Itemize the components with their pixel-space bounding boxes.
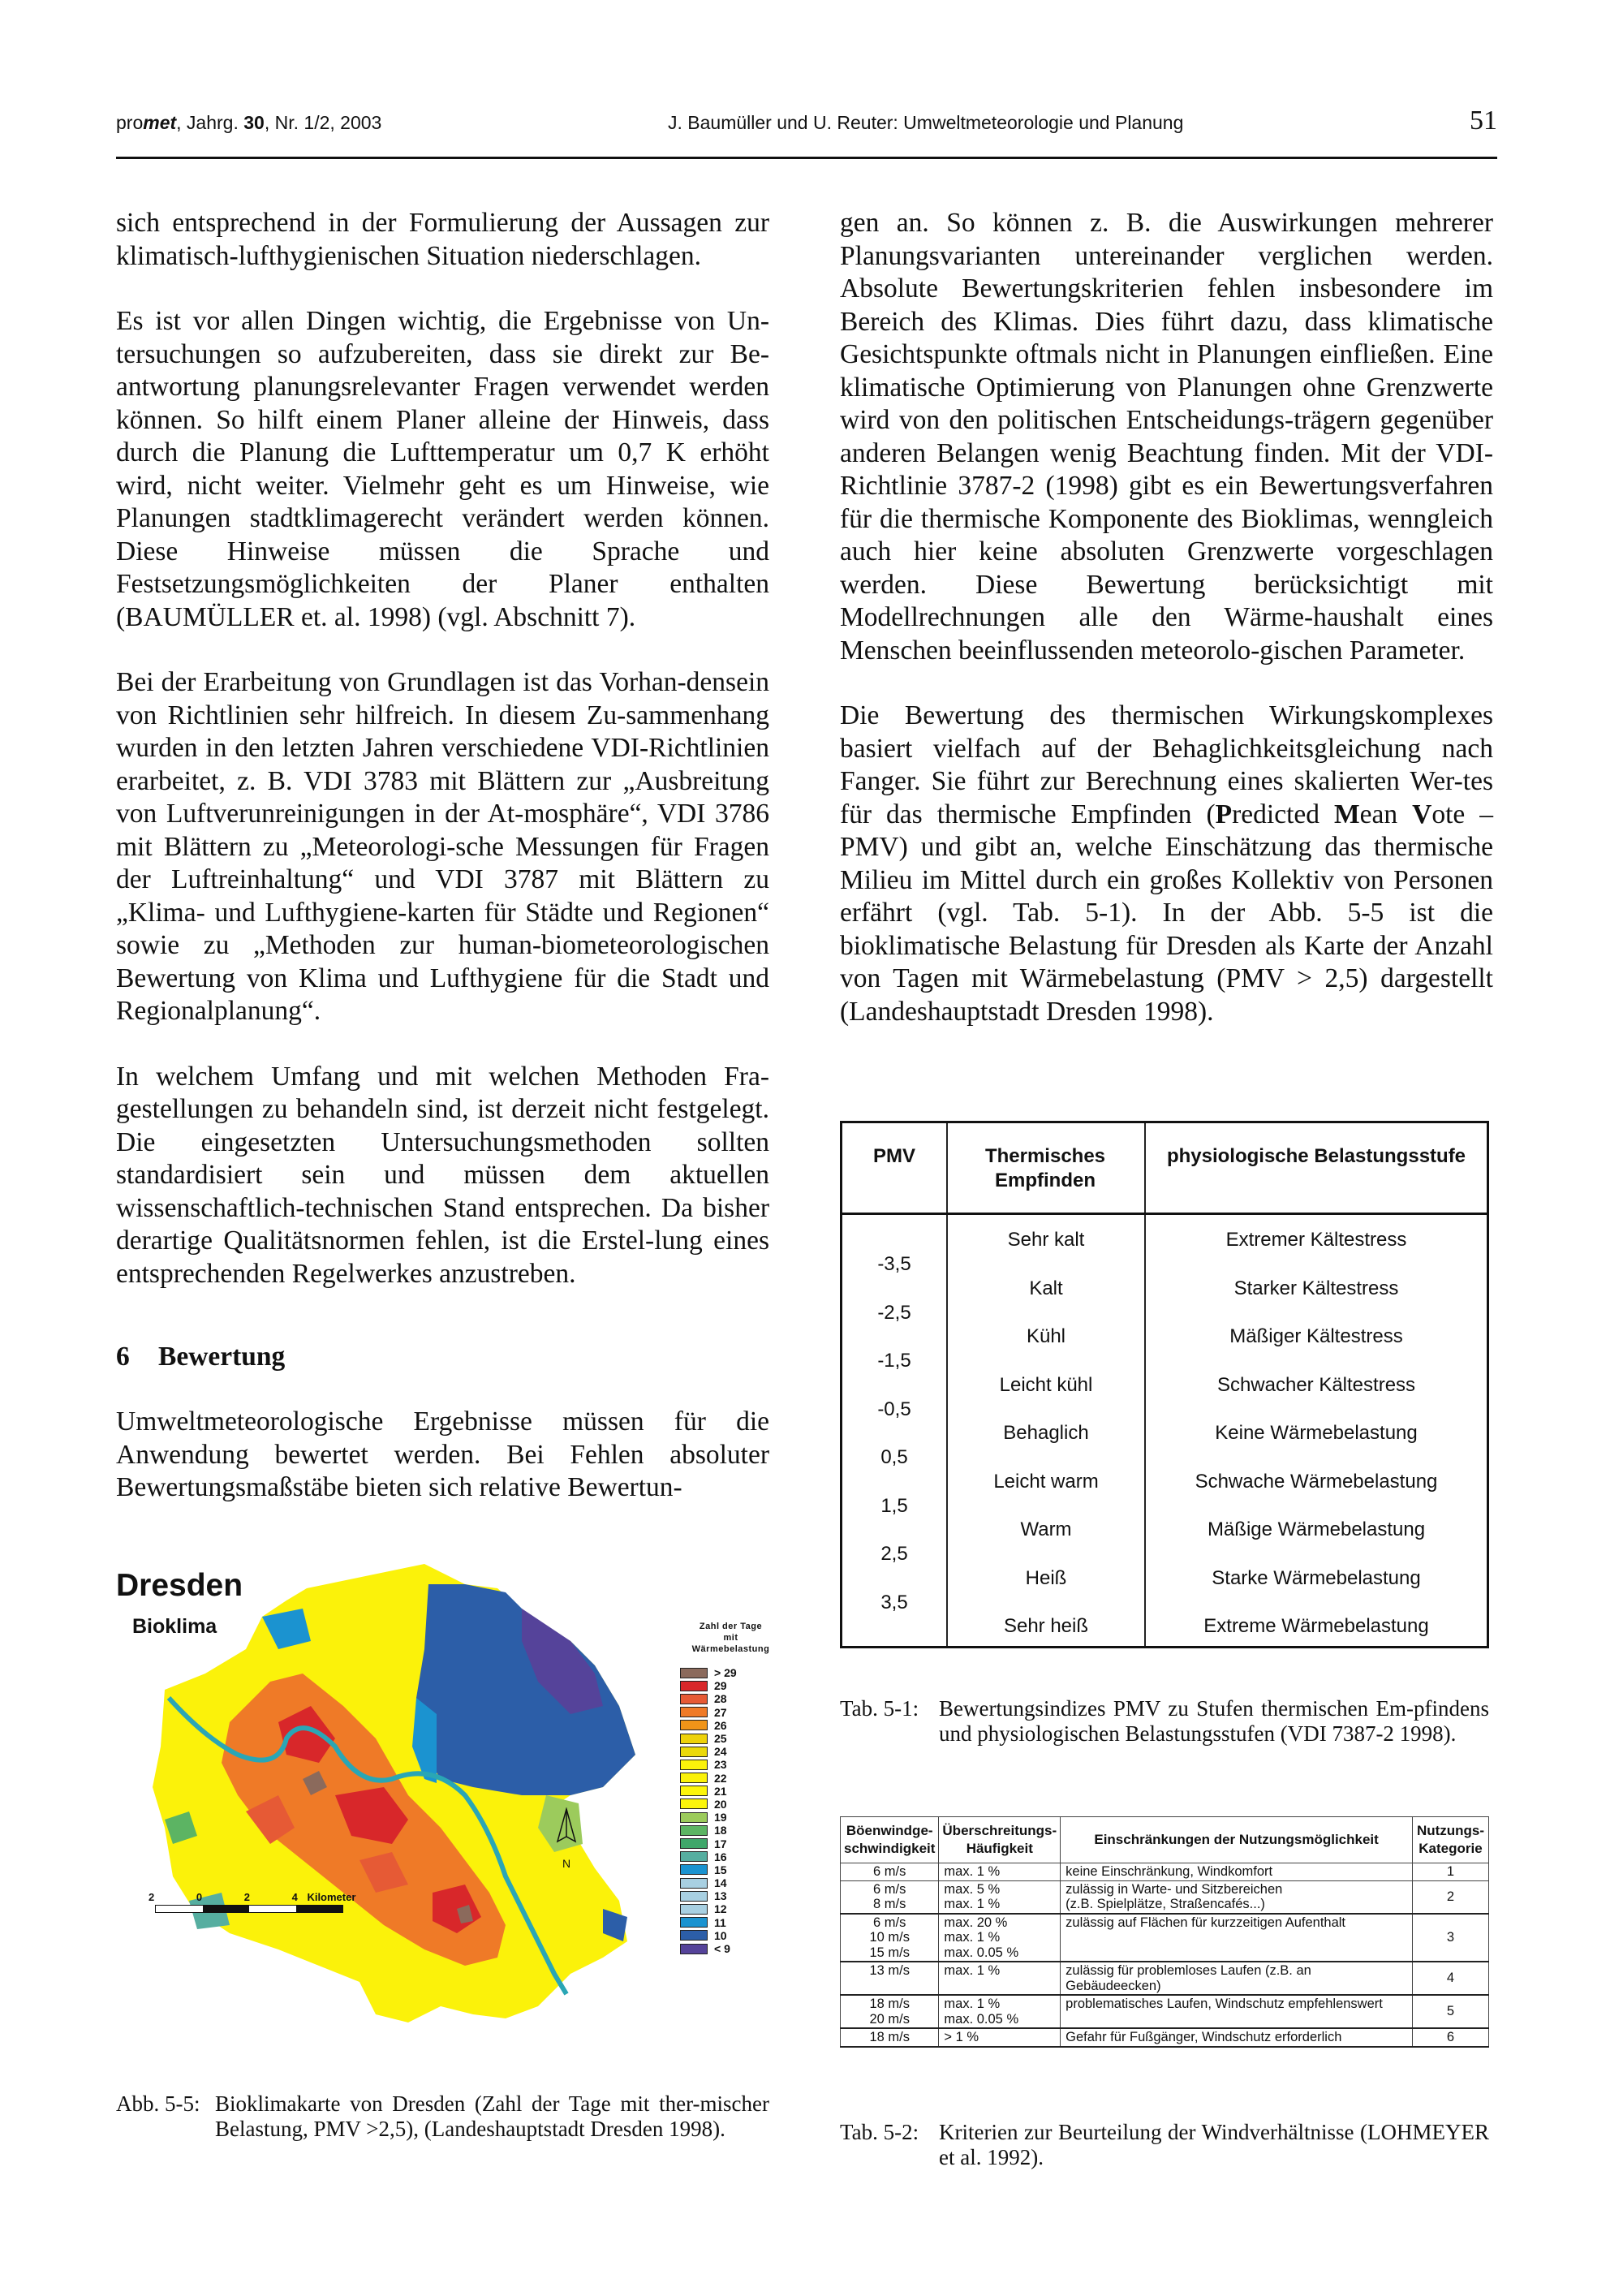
table-wind bbox=[840, 1816, 1489, 2048]
legend-label: 27 bbox=[714, 1705, 727, 1719]
frequency-cell-line: max. 1 % bbox=[944, 1963, 1001, 1978]
empfinden-cell: Kalt bbox=[1029, 1277, 1063, 1299]
legend-swatch bbox=[680, 1904, 708, 1915]
left-column bbox=[116, 207, 769, 1537]
journal-issue: , Nr. 1/2, 2003 bbox=[264, 112, 382, 133]
restriction-cell bbox=[1061, 1863, 1413, 1881]
restriction-cell-line: zulässig auf Flächen für kurzzeitigen Aufenthalt bbox=[1065, 1915, 1346, 1930]
legend-label: 16 bbox=[714, 1850, 727, 1863]
belastungsstufe-cell: Mäßige Wärmebelastung bbox=[1207, 1518, 1426, 1540]
restriction-cell bbox=[1061, 1880, 1413, 1914]
legend-swatch bbox=[680, 1864, 708, 1875]
caption-text: Kriterien zur Beurteilung der Windverhältnisse (LOHMEYER et al. 1992). bbox=[939, 2120, 1489, 2169]
section-title: Bewertung bbox=[158, 1342, 286, 1372]
table-row bbox=[841, 1880, 1489, 1914]
legend-item bbox=[680, 1706, 781, 1719]
figure-5-5-caption bbox=[116, 2091, 769, 2142]
frequency-cell-line: max. 1 % bbox=[944, 1864, 1001, 1879]
pmv-value: -2,5 bbox=[877, 1301, 911, 1324]
table-row bbox=[841, 2028, 1489, 2047]
pmv-value: 2,5 bbox=[880, 1543, 908, 1565]
frequency-cell-line: max. 20 % bbox=[944, 1915, 1008, 1930]
speed-cell-line: 10 m/s bbox=[869, 1930, 910, 1945]
legend-item bbox=[680, 1824, 781, 1837]
header-frequency: Überschreitungs-Häufigkeit bbox=[939, 1817, 1061, 1863]
legend-swatch bbox=[680, 1930, 708, 1941]
speed-cell-line: 8 m/s bbox=[873, 1897, 906, 1911]
speed-cell-line: 18 m/s bbox=[869, 1997, 910, 2011]
legend-label: 23 bbox=[714, 1758, 727, 1772]
speed-cell bbox=[841, 1995, 939, 2028]
legend-label: 25 bbox=[714, 1732, 727, 1746]
text-run: ean bbox=[1359, 799, 1413, 829]
category-cell: 2 bbox=[1413, 1880, 1489, 1914]
frequency-cell-line: max. 1 % bbox=[944, 1930, 1001, 1945]
legend-swatch bbox=[680, 1838, 708, 1849]
frequency-cell bbox=[939, 2028, 1061, 2047]
frequency-cell-line: max. 1 % bbox=[944, 1897, 1001, 1911]
scale-tick: 2 bbox=[149, 1891, 155, 1903]
legend-item bbox=[680, 1785, 781, 1798]
restriction-cell bbox=[1061, 1962, 1413, 1995]
table-5-1-caption bbox=[840, 1696, 1489, 1747]
empfinden-cell: Leicht warm bbox=[993, 1470, 1099, 1493]
frequency-cell-line: max. 0.05 % bbox=[944, 2011, 1019, 2027]
legend-swatch bbox=[680, 1944, 708, 1954]
legend-swatch bbox=[680, 1851, 708, 1862]
legend-item bbox=[680, 1666, 781, 1679]
speed-cell-line: 18 m/s bbox=[869, 2030, 910, 2044]
category-cell: 1 bbox=[1413, 1863, 1489, 1881]
legend-item bbox=[680, 1772, 781, 1785]
legend-item bbox=[680, 1758, 781, 1771]
category-cell: 4 bbox=[1413, 1962, 1489, 1995]
legend-item bbox=[680, 1719, 781, 1732]
belastungsstufe-cell: Keine Wärmebelastung bbox=[1215, 1422, 1418, 1444]
north-arrow bbox=[554, 1807, 579, 1870]
empfinden-cell: Sehr heiß bbox=[1003, 1615, 1089, 1637]
empfinden-cell: Behaglich bbox=[1003, 1422, 1089, 1444]
restriction-cell-line: (z.B. Spielplätze, Straßencafés...) bbox=[1065, 1897, 1265, 1911]
speed-cell-line: 15 m/s bbox=[869, 1945, 910, 1960]
frequency-cell bbox=[939, 1914, 1061, 1962]
legend-swatch bbox=[680, 1681, 708, 1691]
belastungsstufe-cell: Extreme Wärmebelastung bbox=[1203, 1615, 1429, 1637]
restriction-cell-line: keine Einschränkung, Windkomfort bbox=[1065, 1864, 1273, 1879]
legend-swatch bbox=[680, 1812, 708, 1823]
journal-name-bold: met bbox=[143, 112, 177, 133]
header-speed: Böenwindge-schwindigkeit bbox=[841, 1817, 939, 1863]
legend-label: 20 bbox=[714, 1797, 727, 1811]
speed-cell bbox=[841, 1863, 939, 1881]
paragraph: In welchem Umfang und mit welchen Methoden Fra-gestellungen zu behandeln sind, ist derzeit nicht festgelegt. Die eingesetzten Untersuchungsmethoden sollten standardisiert sein und müssen dem aktuellen wissenschaftlich-technischen Stand entsprechen. Da bisher derartige Qualitätsnormen fehlen, ist die Erstel-lung eines entsprechenden Regelwerkes anzustreben. bbox=[116, 1061, 769, 1289]
journal-name-prefix: pro bbox=[116, 112, 144, 133]
bold-initial: V bbox=[1412, 799, 1432, 829]
pmv-value: -1,5 bbox=[877, 1350, 911, 1372]
legend-label: 22 bbox=[714, 1771, 727, 1785]
header-belastungsstufe: physiologische Belastungsstufe bbox=[1166, 1145, 1466, 1167]
pmv-paragraph bbox=[840, 700, 1493, 1028]
speed-cell-line: 20 m/s bbox=[869, 2011, 910, 2027]
legend-label: 24 bbox=[714, 1745, 727, 1759]
text-run: redicted bbox=[1232, 799, 1334, 829]
table-row bbox=[841, 1914, 1489, 1962]
map-subtitle: Bioklima bbox=[132, 1615, 217, 1638]
legend-item bbox=[680, 1811, 781, 1824]
right-column bbox=[840, 207, 1493, 1061]
empfinden-cell: Heiß bbox=[1025, 1566, 1067, 1589]
scale-tick: 0 bbox=[196, 1891, 203, 1903]
restriction-cell-line: Gefahr für Fußgänger, Windschutz erforderlich bbox=[1065, 2030, 1342, 2044]
table-row bbox=[841, 1962, 1489, 1995]
speed-cell bbox=[841, 2028, 939, 2047]
text-run: Die Bewertung des thermischen Wirkungskomplexes basiert vielfach auf der Behaglichkeitsgleichung nach Fanger. Sie führt zur Berechnung eines skalierten Wer-tes für das thermische Empfinden ( bbox=[840, 700, 1493, 829]
legend-title bbox=[680, 1621, 781, 1655]
section-heading bbox=[116, 1341, 769, 1373]
legend-swatch bbox=[680, 1786, 708, 1796]
journal-volume: 30 bbox=[243, 112, 265, 133]
caption-label: Abb. 5-5: bbox=[116, 2091, 200, 2116]
legend-label: 28 bbox=[714, 1692, 727, 1706]
legend-title-line: mit bbox=[723, 1633, 738, 1643]
legend-label: 11 bbox=[714, 1915, 726, 1929]
legend-item bbox=[680, 1837, 781, 1850]
header-rule bbox=[116, 157, 1497, 159]
legend-label: 26 bbox=[714, 1718, 727, 1732]
bold-initial: M bbox=[1334, 799, 1360, 829]
legend-item bbox=[680, 1732, 781, 1745]
map-legend bbox=[680, 1621, 781, 1955]
legend-label: 10 bbox=[714, 1928, 727, 1942]
belastungsstufe-cell: Schwache Wärmebelastung bbox=[1195, 1470, 1438, 1493]
legend-item bbox=[680, 1863, 781, 1876]
journal-citation bbox=[116, 112, 381, 134]
scale-unit: Kilometer bbox=[307, 1891, 356, 1903]
legend-item bbox=[680, 1692, 781, 1705]
legend-swatch bbox=[680, 1668, 708, 1678]
pmv-value: -3,5 bbox=[877, 1253, 911, 1275]
legend-item bbox=[680, 1798, 781, 1811]
belastungsstufe-cell: Mäßiger Kältestress bbox=[1229, 1325, 1403, 1347]
frequency-cell-line: > 1 % bbox=[944, 2030, 979, 2044]
restriction-cell bbox=[1061, 1995, 1413, 2028]
legend-label: > 29 bbox=[714, 1666, 737, 1680]
speed-cell-line: 6 m/s bbox=[873, 1881, 906, 1897]
north-arrow-icon bbox=[554, 1807, 579, 1856]
legend-swatch bbox=[680, 1720, 708, 1730]
restriction-cell-line: zulässig für problemloses Laufen (z.B. an Gebäudeecken) bbox=[1065, 1963, 1311, 1993]
frequency-cell-line: max. 1 % bbox=[944, 1997, 1001, 2011]
table-row bbox=[841, 1863, 1489, 1881]
speed-cell bbox=[841, 1914, 939, 1962]
frequency-cell-line: max. 5 % bbox=[944, 1881, 1001, 1897]
restriction-cell bbox=[1061, 2028, 1413, 2047]
table-pmv bbox=[840, 1121, 1489, 1648]
paragraph: Bei der Erarbeitung von Grundlagen ist das Vorhan-densein von Richtlinien sehr hilfreich. In diesem Zu-sammenhang wurden in den letzten Jahren verschiedene VDI-Richtlinien erarbeitet, z. B. VDI 3783 mit Blättern zur „Ausbreitung von Luftverunreinigungen in der At-mosphäre“, VDI 3786 mit Blättern zu „Meteorologi-sche Messungen für Fragen der Luftreinhaltung“ und VDI 3787 mit Blättern zu „Klima- und Lufthygiene-karten für Städte und Regionen“ sowie zu „Methoden zur human-biometeorologischen Bewertung von Klima und Lufthygiene für die Stadt und Regionalplanung“. bbox=[116, 667, 769, 1026]
scale-bar bbox=[155, 1905, 343, 1913]
legend-swatch bbox=[680, 1878, 708, 1889]
legend-label: 19 bbox=[714, 1811, 727, 1824]
legend-label: 13 bbox=[714, 1889, 727, 1903]
legend-swatch bbox=[680, 1917, 708, 1928]
restriction-cell bbox=[1061, 1914, 1413, 1962]
caption-text: Bioklimakarte von Dresden (Zahl der Tage mit ther-mischer Belastung, PMV >2,5), (Landeshauptstadt Dresden 1998). bbox=[215, 2091, 769, 2141]
table-5-2-caption bbox=[840, 2120, 1489, 2170]
legend-swatch bbox=[680, 1825, 708, 1836]
category-cell: 6 bbox=[1413, 2028, 1489, 2047]
restriction-cell-line: zulässig in Warte- und Sitzbereichen bbox=[1065, 1881, 1283, 1897]
section-number: 6 bbox=[116, 1342, 130, 1372]
bold-initial: P bbox=[1215, 799, 1233, 829]
speed-cell-line: 13 m/s bbox=[869, 1963, 910, 1978]
speed-cell-line: 6 m/s bbox=[873, 1864, 906, 1879]
running-title: J. Baumüller und U. Reuter: Umweltmeteorologie und Planung bbox=[668, 112, 1184, 133]
legend-swatch bbox=[680, 1707, 708, 1717]
north-label: N bbox=[562, 1857, 571, 1870]
frequency-cell bbox=[939, 1880, 1061, 1914]
legend-item bbox=[680, 1929, 781, 1942]
belastungsstufe-cell: Schwacher Kältestress bbox=[1216, 1373, 1416, 1396]
legend-swatch bbox=[680, 1747, 708, 1757]
frequency-cell bbox=[939, 1962, 1061, 1995]
legend-swatch bbox=[680, 1798, 708, 1809]
legend-label: 18 bbox=[714, 1824, 727, 1837]
legend-item bbox=[680, 1745, 781, 1758]
text-run: ote – PMV) und gibt an, welche Einschätzung das thermische Milieu im Mittel durch ein großes Kollektiv von Personen erfährt (vgl. Tab. 5-1). In der Abb. 5-5 ist die bioklimatische Belastung für Dresden als Karte der Anzahl von Tagen mit Wärmebelastung (PMV > 2,5) dargestellt (Landeshauptstadt Dresden 1998). bbox=[840, 799, 1493, 1027]
paragraph: Umweltmeteorologische Ergebnisse müssen für die Anwendung bewertet werden. Bei Fehlen absoluter Bewertungsmaßstäbe bieten sich relative Bewertun- bbox=[116, 1406, 769, 1502]
scale-tick: 4 bbox=[291, 1891, 298, 1903]
legend-item bbox=[680, 1889, 781, 1902]
legend-label: 12 bbox=[714, 1902, 727, 1916]
belastungsstufe-cell: Starker Kältestress bbox=[1233, 1277, 1399, 1299]
speed-cell bbox=[841, 1962, 939, 1995]
pmv-value: 1,5 bbox=[880, 1494, 908, 1517]
pmv-value: -0,5 bbox=[877, 1398, 911, 1420]
scale-labels bbox=[149, 1891, 355, 1903]
legend-label: 15 bbox=[714, 1863, 727, 1876]
empfinden-cell: Sehr kalt bbox=[1007, 1229, 1085, 1251]
belastungsstufe-cell: Extremer Kältestress bbox=[1225, 1229, 1407, 1251]
legend-item bbox=[680, 1916, 781, 1929]
empfinden-cell: Kühl bbox=[1026, 1325, 1066, 1347]
belastungsstufe-cell: Starke Wärmebelastung bbox=[1212, 1566, 1421, 1589]
frequency-cell bbox=[939, 1863, 1061, 1881]
empfinden-cell: Leicht kühl bbox=[999, 1373, 1093, 1396]
bioklima-map-figure bbox=[116, 1552, 781, 2055]
legend-swatch bbox=[680, 1734, 708, 1744]
category-cell: 3 bbox=[1413, 1914, 1489, 1962]
paragraph: gen an. So können z. B. die Auswirkungen mehrerer Planungsvarianten untereinander verglichen werden. Absolute Bewertungskriterien fehlen insbesondere im Bereich des Klimas. Dies führt dazu, dass klimatische Gesichtspunkte oftmals nicht in Planungen einfließen. Eine klimatische Optimierung von Planungen ohne Grenzwerte wird von den politischen Entscheidungs-trägern gegenüber anderen Belangen wenig Beachtung finden. Mit der VDI-Richtlinie 3787-2 (1998) gibt es ein Bewertungsverfahren für die thermische Komponente des Bioklimas, wenngleich auch hier keine absoluten Grenzwerte vorgeschlagen werden. Diese Bewertung berücksichtigt mit Modellrechnungen alle den Wärme-haushalt eines Menschen beeinflussenden meteorolo-gischen Parameter. bbox=[840, 208, 1493, 666]
page-number: 51 bbox=[1470, 106, 1497, 136]
legend-item bbox=[680, 1850, 781, 1863]
legend-swatch bbox=[680, 1773, 708, 1783]
legend-item bbox=[680, 1942, 781, 1955]
restriction-cell-line: problematisches Laufen, Windschutz empfehlenswert bbox=[1065, 1997, 1383, 2011]
paragraph: Es ist vor allen Dingen wichtig, die Ergebnisse von Un-tersuchungen so aufzubereiten, dass sie direkt zur Be-antwortung planungsrelevanter Fragen verwendet werden können. So hilft einem Planer alleine der Hinweis, dass durch die Planung die Lufttemperatur um 0,7 K erhöht wird, nicht weiter. Vielmehr geht es um Hinweise, wie Planungen stadtklimagerecht verändert werden können. Diese Hinweise müssen die Sprache und Festsetzungsmöglichkeiten der Planer enthalten (BAUMÜLLER et. al. 1998) (vgl. Abschnitt 7). bbox=[116, 306, 769, 632]
empfinden-cell: Warm bbox=[1020, 1518, 1072, 1540]
page-header bbox=[116, 106, 1497, 144]
legend-item bbox=[680, 1679, 781, 1692]
frequency-cell bbox=[939, 1995, 1061, 2028]
journal-year-label: , Jahrg. bbox=[176, 112, 244, 133]
caption-text: Bewertungsindizes PMV zu Stufen thermischen Em-pfindens und physiologischen Belastungsstufen (VDI 7387-2 1998). bbox=[939, 1696, 1489, 1746]
header-category: Nutzungs-Kategorie bbox=[1413, 1817, 1489, 1863]
header-empfinden: Thermisches Empfinden bbox=[984, 1145, 1106, 1191]
paragraph: sich entsprechend in der Formulierung der Aussagen zur klimatisch-lufthygienischen Situation niederschlagen. bbox=[116, 208, 769, 271]
legend-label: 29 bbox=[714, 1679, 727, 1693]
speed-cell bbox=[841, 1880, 939, 1914]
legend-title-line: Zahl der Tage bbox=[699, 1622, 763, 1631]
legend-item bbox=[680, 1876, 781, 1889]
legend-label: 14 bbox=[714, 1876, 727, 1890]
legend-label: 17 bbox=[714, 1837, 727, 1850]
table-row bbox=[841, 1995, 1489, 2028]
legend-swatch bbox=[680, 1760, 708, 1770]
pmv-value: 0,5 bbox=[880, 1446, 908, 1468]
legend-title-line: Wärmebelastung bbox=[691, 1644, 770, 1654]
header-pmv: PMV bbox=[872, 1145, 915, 1167]
category-cell: 5 bbox=[1413, 1995, 1489, 2028]
legend-swatch bbox=[680, 1694, 708, 1704]
map-title: Dresden bbox=[116, 1568, 243, 1603]
pmv-value: 3,5 bbox=[880, 1591, 908, 1613]
frequency-cell-line: max. 0.05 % bbox=[944, 1945, 1019, 1960]
header-restrictions: Einschränkungen der Nutzungsmöglichkeit bbox=[1061, 1817, 1413, 1863]
header-divider bbox=[842, 1213, 1487, 1215]
scale-tick: 2 bbox=[243, 1891, 250, 1903]
legend-item bbox=[680, 1902, 781, 1915]
caption-label: Tab. 5-1: bbox=[840, 1696, 919, 1721]
legend-label: 21 bbox=[714, 1784, 727, 1798]
legend-label: < 9 bbox=[714, 1942, 730, 1956]
legend-swatch bbox=[680, 1891, 708, 1902]
caption-label: Tab. 5-2: bbox=[840, 2120, 919, 2144]
speed-cell-line: 6 m/s bbox=[873, 1915, 906, 1930]
